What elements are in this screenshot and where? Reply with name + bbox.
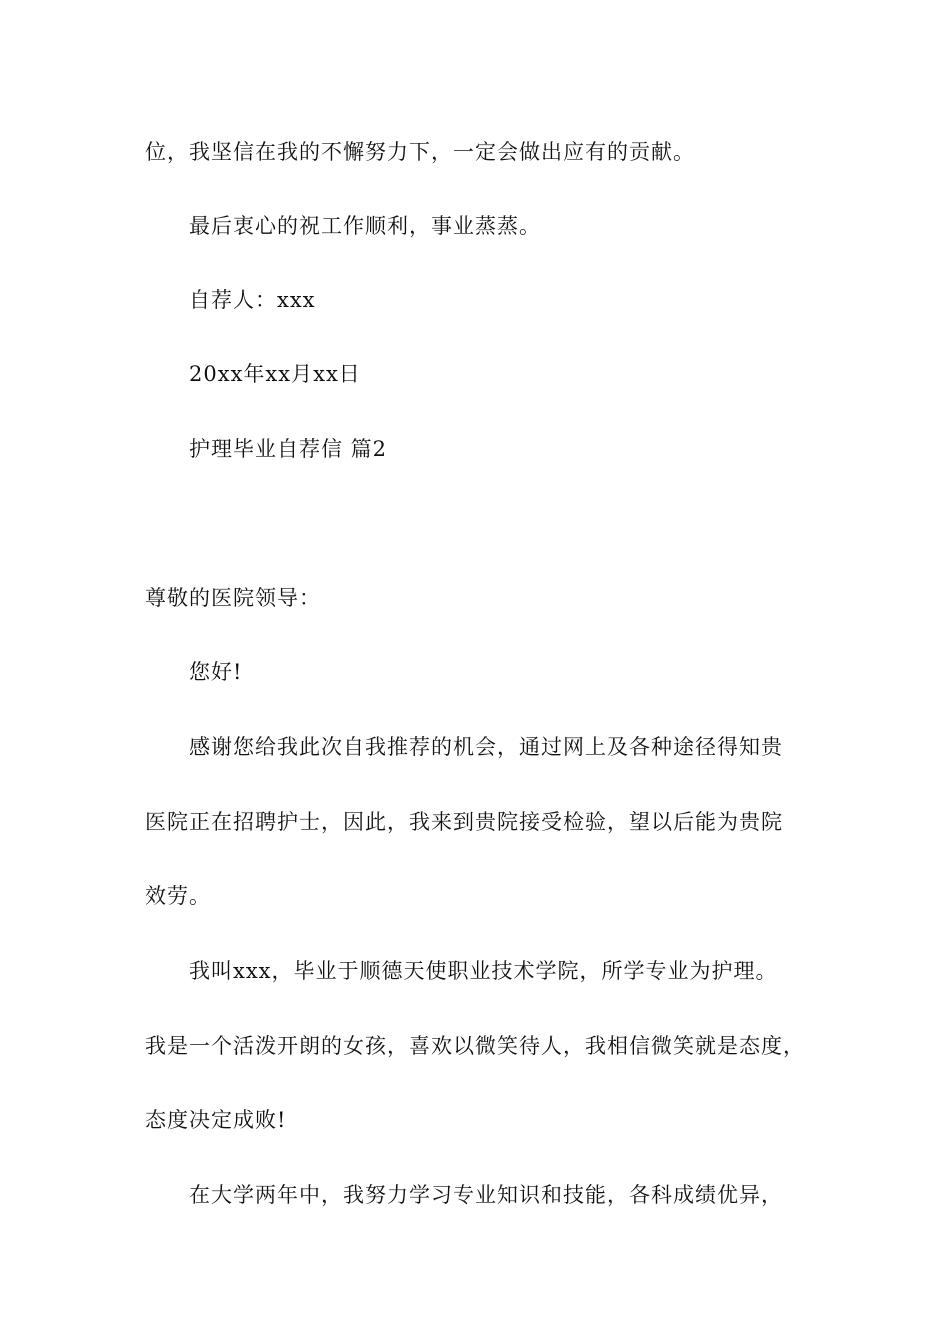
paragraph-line: 效劳。 — [145, 884, 211, 908]
signature-line: 自荐人：xxx — [189, 288, 316, 312]
paragraph-line: 我是一个活泼开朗的女孩，喜欢以微笑待人，我相信微笑就是态度， — [145, 1034, 805, 1058]
greeting: 您好! — [189, 660, 243, 684]
paragraph-line: 位，我坚信在我的不懈努力下，一定会做出应有的贡献。 — [145, 140, 695, 164]
paragraph-line: 态度决定成败! — [145, 1108, 287, 1132]
salutation: 尊敬的医院领导： — [145, 586, 321, 610]
paragraph-line: 最后衷心的祝工作顺利，事业蒸蒸。 — [189, 214, 541, 238]
date-line: 20xx年xx月xx日 — [189, 362, 361, 386]
paragraph-line: 我叫xxx，毕业于顺德天使职业技术学院，所学专业为护理。 — [189, 959, 778, 983]
paragraph-line: 医院正在招聘护士，因此，我来到贵院接受检验，望以后能为贵院 — [145, 810, 783, 834]
section-heading: 护理毕业自荐信 篇2 — [189, 437, 388, 461]
paragraph-line: 在大学两年中，我努力学习专业知识和技能，各科成绩优异， — [189, 1183, 783, 1207]
paragraph-line: 感谢您给我此次自我推荐的机会，通过网上及各种途径得知贵 — [189, 735, 783, 759]
